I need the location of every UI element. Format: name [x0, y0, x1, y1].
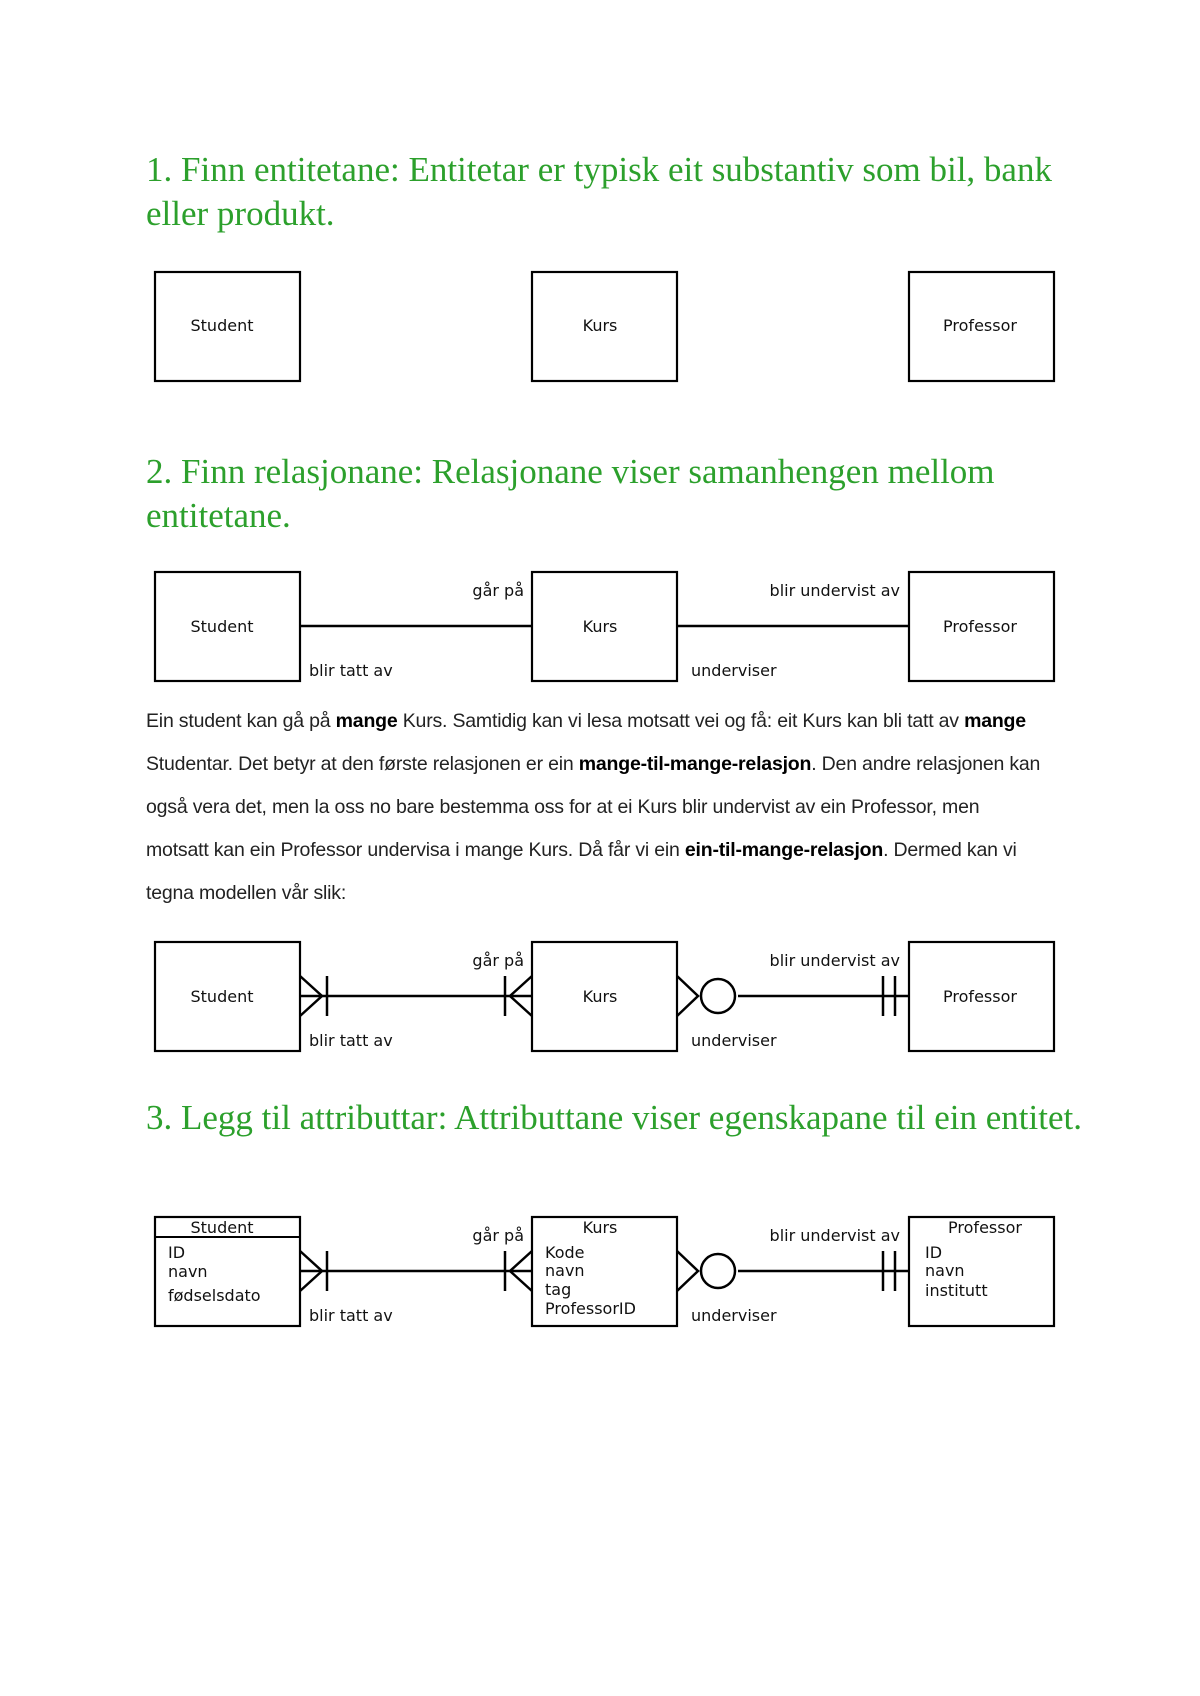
entity-kurs-label: Kurs: [582, 1218, 618, 1237]
section2-heading: 2. Finn relasjonane: Relasjonane viser samanhengen mellom entitetane.: [146, 452, 995, 535]
entity-kurs: [532, 1217, 677, 1326]
entity-student-label: Student: [190, 987, 254, 1006]
relation-label-blir-undervist-av: blir undervist av: [769, 581, 900, 600]
entity-kurs-label: Kurs: [582, 987, 618, 1006]
para-bold-1: mange: [335, 710, 398, 732]
entity-kurs-label: Kurs: [582, 316, 618, 335]
section1-heading: 1. Finn entitetane: Entitetar er typisk eit substantiv som bil, bank eller produkt.: [146, 150, 1052, 233]
para-bold-4: ein-til-mange-relasjon: [684, 839, 884, 861]
para-text-5: . Dermed kan vi tegna modellen vår slik:: [146, 839, 1017, 904]
entity-professor-label: Professor: [948, 1218, 1022, 1237]
explanation-paragraph: [146, 700, 1046, 915]
attributes-diagram: [0, 1205, 1200, 1345]
entity-student-label: Student: [190, 316, 254, 335]
para-text-4: . Den andre relasjonen kan også vera det, men la oss no bare bestemma oss for at ei Kurs blir undervist av ein Professor, men motsatt kan ein Professor undervisa i mange Kurs. Då får vi ein: [146, 753, 1041, 861]
entity-student: [155, 1217, 300, 1326]
entity-student: [155, 572, 300, 681]
attribute: ProfessorID: [545, 1299, 636, 1318]
entity-professor: [909, 1217, 1054, 1326]
para-text-2: Kurs. Samtidig kan vi lesa motsatt vei og få: eit Kurs kan bli tatt av: [397, 710, 965, 732]
attribute: ID: [925, 1243, 943, 1262]
relation-label-blir-tatt-av: blir tatt av: [309, 1306, 393, 1325]
para-text-3: Studentar. Det betyr at den første relasjonen er ein: [146, 753, 579, 775]
attribute: institutt: [925, 1281, 988, 1300]
entity-professor: [909, 272, 1054, 381]
entity-professor-label: Professor: [943, 316, 1017, 335]
attribute: tag: [545, 1280, 572, 1299]
relation-label-gaar-paa: går på: [472, 581, 524, 600]
entity-student-label: Student: [190, 1218, 254, 1237]
relation-label-blir-undervist-av: blir undervist av: [769, 951, 900, 970]
attribute: navn: [545, 1261, 585, 1280]
attribute: fødselsdato: [168, 1286, 261, 1305]
entity-kurs: [532, 942, 677, 1051]
entity-student: [155, 942, 300, 1051]
relation-label-underviser: underviser: [691, 1031, 777, 1050]
crowsfoot-many-icon: [677, 1251, 698, 1291]
attribute: navn: [168, 1262, 208, 1281]
attribute: Kode: [545, 1243, 585, 1262]
relation-label-underviser: underviser: [691, 661, 777, 680]
entity-kurs: [532, 272, 677, 381]
entity-professor-label: Professor: [943, 987, 1017, 1006]
relation-label-blir-undervist-av: blir undervist av: [769, 1226, 900, 1245]
relation-label-gaar-paa: går på: [472, 1226, 524, 1245]
entity-professor: [909, 572, 1054, 681]
entities-diagram: [0, 260, 1200, 390]
crowsfoot-zero-circle-icon: [701, 979, 735, 1013]
entity-student-label: Student: [190, 617, 254, 636]
entity-kurs: [532, 572, 677, 681]
para-bold-2: mange: [964, 710, 1026, 732]
section3-heading: 3. Legg til attributtar: Attributtane viser egenskapane til ein entitet.: [146, 1098, 1082, 1137]
entity-professor: [909, 942, 1054, 1051]
relation-label-gaar-paa: går på: [472, 951, 524, 970]
relations-diagram: [0, 560, 1200, 700]
attribute: ID: [168, 1243, 186, 1262]
para-bold-3: mange-til-mange-relasjon: [578, 753, 812, 775]
relation-label-underviser: underviser: [691, 1306, 777, 1325]
attribute: navn: [925, 1261, 965, 1280]
crowsfoot-many-icon: [677, 976, 698, 1016]
entity-professor-label: Professor: [943, 617, 1017, 636]
relation-label-blir-tatt-av: blir tatt av: [309, 661, 393, 680]
crowsfoot-diagram: [0, 930, 1200, 1070]
crowsfoot-zero-circle-icon: [701, 1254, 735, 1288]
entity-kurs-label: Kurs: [582, 617, 618, 636]
relation-label-blir-tatt-av: blir tatt av: [309, 1031, 393, 1050]
para-text-1: Ein student kan gå på: [146, 710, 336, 732]
entity-student: [155, 272, 300, 381]
